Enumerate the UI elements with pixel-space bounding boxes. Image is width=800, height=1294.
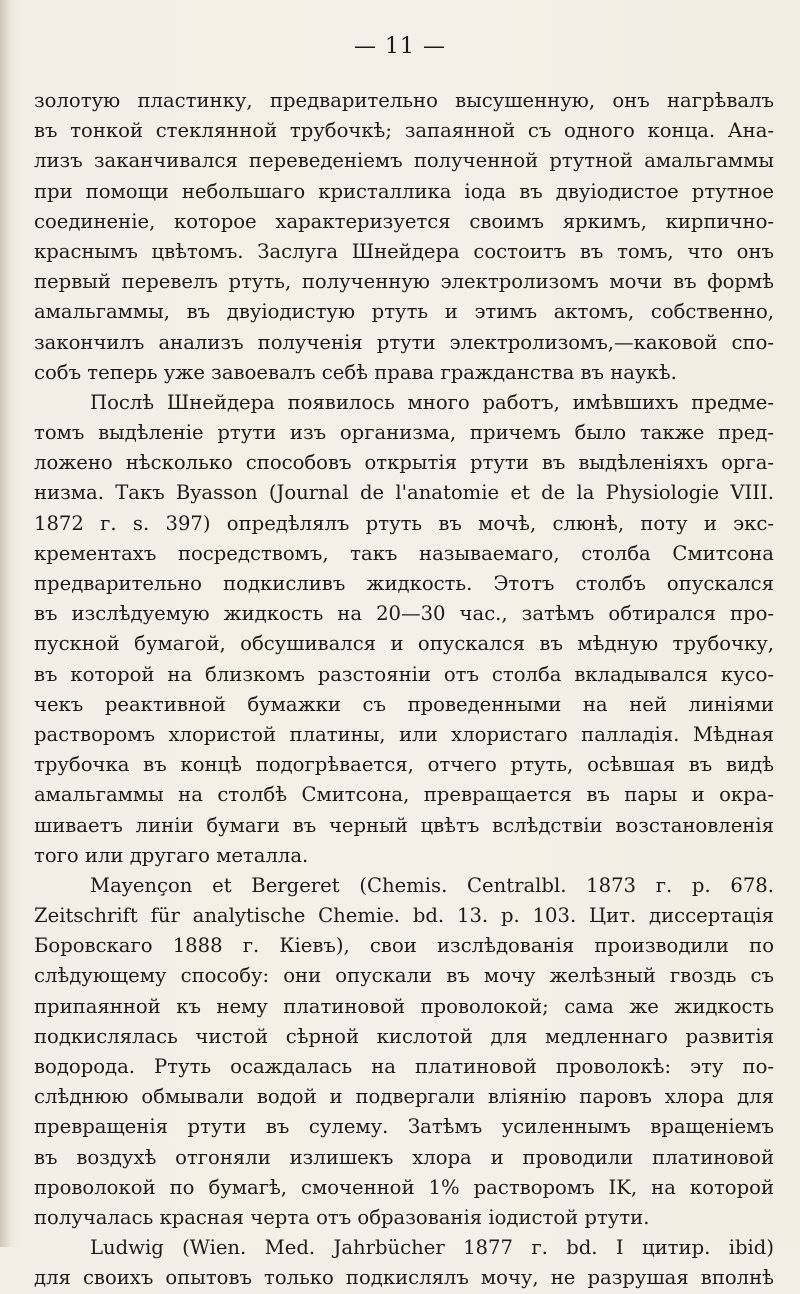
text-line: проволокой по бумагѣ, смоченной 1% растворомъ IK, на которой	[34, 1175, 774, 1199]
text-line: пускной бумагой, обсушивался и опускался въ мѣдную трубочку,	[34, 632, 774, 656]
page-text-body	[34, 86, 774, 1294]
text-line: краснымъ цвѣтомъ. Заслуга Шнейдера состоитъ въ томъ, что онъ	[34, 239, 774, 263]
text-line: припаянной къ нему платиновой проволокой; сама же жидкость	[34, 994, 774, 1018]
text-line: Послѣ Шнейдера появилось много работъ, имѣвшихъ предме-	[90, 390, 774, 414]
text-line: превращенія ртути въ сулему. Затѣмъ усиленнымъ вращеніемъ	[34, 1115, 774, 1139]
text-line: водорода. Ртуть осаждалась на платиновой проволокѣ: эту по-	[34, 1055, 774, 1078]
text-line: въ тонкой стеклянной трубочкѣ; запаянной съ одного конца. Ана-	[34, 119, 774, 143]
text-line: Ludwig (Wien. Med. Jahrbücher 1877 г. bd. I цитир. ibid)	[90, 1236, 774, 1260]
text-line: томъ выдѣленіе ртути изъ организма, причемъ было также пред-	[34, 421, 774, 445]
text-line: закончилъ анализъ полученія ртути электролизомъ,—каковой спо-	[34, 330, 774, 354]
text-line: соединеніе, которое характеризуется своимъ яркимъ, кирпично-	[34, 209, 774, 233]
text-line: для своихъ опытовъ только подкислялъ мочу, не разрушая вполнѣ	[34, 1266, 774, 1290]
text-line: того или другаго металла.	[34, 843, 309, 867]
text-line: растворомъ хлористой платины, или хлористаго палладія. Мѣдная	[34, 722, 774, 746]
text-line: Zeitschrift für analytische Chemie. bd. 13. p. 103. Цит. диссертація	[34, 904, 774, 928]
text-line: предварительно подкисливъ жидкость. Этотъ столбъ опускался	[34, 572, 774, 595]
text-line: трубочка въ концѣ подогрѣвается, отчего ртуть, осѣвшая въ видѣ	[34, 753, 774, 777]
text-line: собъ теперь уже завоевалъ себѣ права гражданства въ наукѣ.	[34, 360, 677, 384]
text-line: въ которой на близкомъ разстояніи отъ столба вкладывался кусо-	[34, 662, 774, 686]
text-line: амальгаммы на столбѣ Смитсона, превращается въ пары и окра-	[34, 783, 774, 807]
text-line: Боровскаго 1888 г. Кіевъ), свои изслѣдованія производили по	[34, 934, 774, 958]
page-number: — 11 —	[354, 34, 446, 59]
text-line: 1872 г. s. 397) опредѣлялъ ртуть въ мочѣ, слюнѣ, поту и экс-	[34, 511, 774, 535]
text-line: слѣдующему способу: они опускали въ мочу желѣзный гвоздь съ	[34, 964, 774, 988]
text-line: при помощи небольшаго кристаллика іода въ двуіодистое ртутное	[34, 179, 774, 203]
text-line: низма. Такъ Byasson (Journal de l'anatomie et de la Physiologie VIII.	[34, 481, 774, 505]
text-line: лизъ заканчивался переведеніемъ полученной ртутной амальгаммы	[34, 149, 774, 173]
text-line: въ изслѣдуемую жидкость на 20—30 час., затѣмъ обтирался про-	[34, 602, 774, 626]
text-line: амальгаммы, въ двуіодистую ртуть и этимъ актомъ, собственно,	[34, 300, 774, 324]
text-line: шиваетъ линіи бумаги въ черный цвѣтъ вслѣдствіи возстановленія	[34, 813, 774, 837]
text-line: Mayençon et Bergeret (Chemis. Centralbl. 1873 г. p. 678.	[90, 873, 774, 897]
text-line: чекъ реактивной бумажки съ проведенными на ней линіями	[34, 692, 774, 716]
text-line: крементахъ посредствомъ, такъ называемаго, столба Смитсона	[34, 541, 774, 565]
text-line: подкислялась чистой сѣрной кислотой для медленнаго развитія	[34, 1024, 774, 1048]
text-line: получалась красная черта отъ образованія іодистой ртути.	[34, 1205, 650, 1229]
text-line: золотую пластинку, предварительно высушенную, онъ нагрѣвалъ	[34, 89, 774, 112]
text-line: первый перевелъ ртуть, полученную электролизомъ мочи въ формѣ	[34, 270, 774, 294]
text-line: слѣднюю обмывали водой и подвергали вліянію паровъ хлора для	[34, 1085, 774, 1109]
page-spine-edge	[0, 0, 10, 1247]
text-line: въ воздухѣ отгоняли излишекъ хлора и проводили платиновой	[34, 1145, 774, 1169]
text-line: ложено нѣсколько способовъ открытія ртути въ выдѣленіяхъ орга-	[34, 451, 774, 475]
